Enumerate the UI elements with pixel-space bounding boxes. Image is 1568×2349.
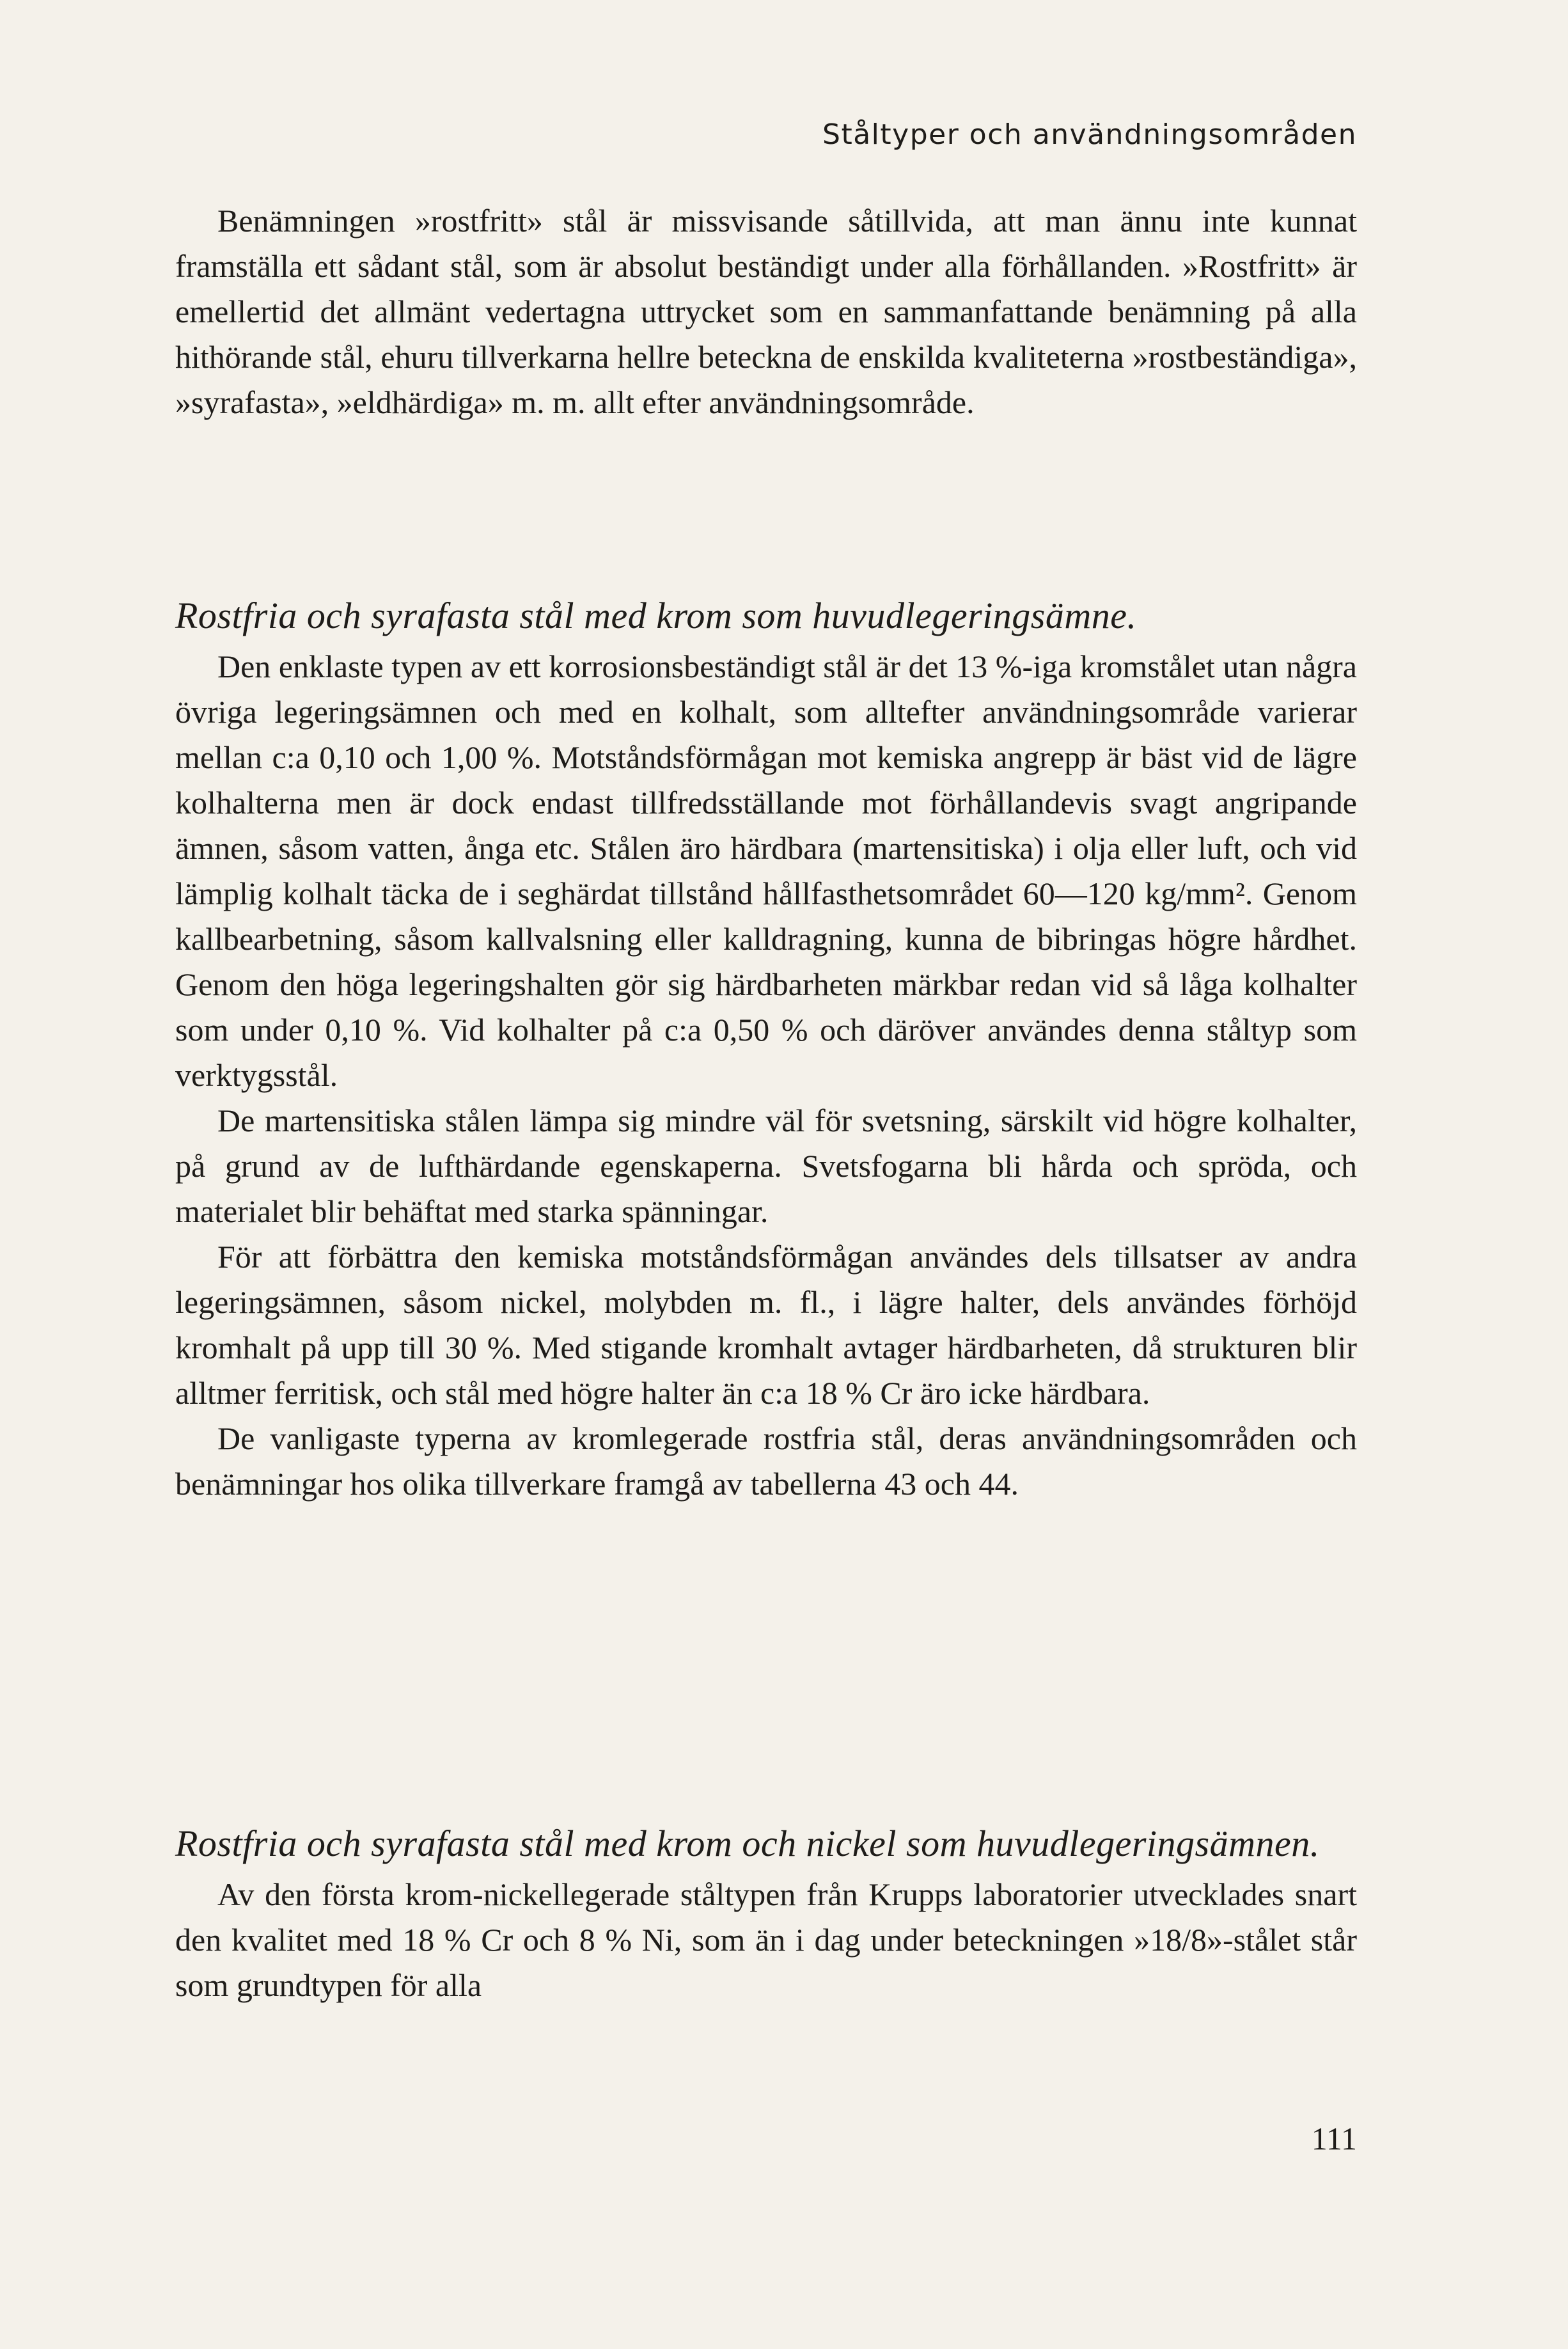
body-paragraph: Den enklaste typen av ett korrosionsbeständigt stål är det 13 %-iga kromstålet utan några övriga legeringsämnen och med en kolhalt, som alltefter användningsområde varierar mellan c:a 0,10 och 1,00 %. Motståndsförmågan mot kemiska angrepp är bäst vid de lägre kolhalterna men är dock endast tillfredsställande mot förhållandevis svagt angripande ämnen, såsom vatten, ånga etc. Stålen äro härdbara (martensitiska) i olja eller luft, och vid lämplig kolhalt täcka de i seghärdat tillstånd hållfasthetsområdet 60—120 kg/mm². Genom kallbearbetning, såsom kallvalsning eller kalldragning, kunna de bibringas högre hårdhet. Genom den höga legeringshalten gör sig härdbarheten märkbar redan vid så låga kolhalter som under 0,10 %. Vid kolhalter på c:a 0,50 % och däröver användes denna ståltyp som verktygsstål.: [175, 648, 1357, 1093]
body-paragraph: Av den första krom-nickellegerade ståltypen från Krupps laboratorier utvecklades snart den kvalitet med 18 % Cr och 8 % Ni, som än i dag under beteckningen »18/8»-stålet står som grundtypen för alla: [175, 1876, 1357, 2003]
running-head: Ståltyper och användningsområden: [822, 118, 1357, 151]
section-heading: Rostfria och syrafasta stål med krom som huvudlegeringsämne.: [175, 595, 1137, 636]
section-chromium-steels: [175, 592, 1357, 1507]
intro-block: [175, 198, 1357, 425]
intro-paragraph: Benämningen »rostfritt» stål är missvisande såtillvida, att man ännu inte kunnat framställa ett sådant stål, som är absolut beständigt under alla förhållanden. »Rostfritt» är emellertid det allmänt vedertagna uttrycket som en sammanfattande benämning på alla hithörande stål, ehuru tillverkarna hellre beteckna de enskilda kvaliteterna »rostbeständiga», »syrafasta», »eldhärdiga» m. m. allt efter användningsområde.: [175, 203, 1357, 420]
section-heading: Rostfria och syrafasta stål med krom och nickel som huvudlegeringsämnen.: [175, 1823, 1320, 1864]
body-paragraph: De martensitiska stålen lämpa sig mindre väl för svetsning, särskilt vid högre kolhalter, på grund av de lufthärdande egenskaperna. Svetsfogarna bli hårda och spröda, och materialet blir behäftat med starka spänningar.: [175, 1103, 1357, 1229]
body-paragraph: För att förbättra den kemiska motståndsförmågan användes dels tillsatser av andra legeringsämnen, såsom nickel, molybden m. fl., i lägre halter, dels användes förhöjd kromhalt på upp till 30 %. Med stigande kromhalt avtager härdbarheten, då strukturen blir alltmer ferritisk, och stål med högre halter än c:a 18 % Cr äro icke härdbara.: [175, 1239, 1357, 1411]
body-paragraph: De vanligaste typerna av kromlegerade rostfria stål, deras användningsområden och benämningar hos olika tillverkare framgå av tabellerna 43 och 44.: [175, 1420, 1357, 1502]
page-number: 111: [1311, 2121, 1357, 2157]
section-chromium-nickel-steels: [175, 1819, 1357, 2008]
